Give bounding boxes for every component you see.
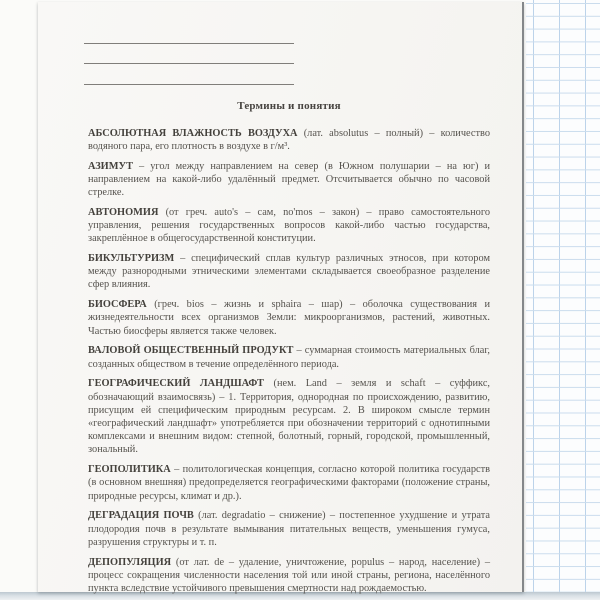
page-title: Термины и понятия xyxy=(237,99,341,112)
term-name: ГЕОГРАФИЧЕСКИЙ ЛАНДШАФТ xyxy=(88,378,264,390)
glossary-entry xyxy=(88,509,490,549)
glossary-entry xyxy=(88,556,490,596)
term-definition: – угол между направлением на север (в Южном полушарии – на юг) и направлением на какой-либо удалённый предмет. Отсчитывается обычно по часовой стрелке. xyxy=(88,160,490,198)
blank-line xyxy=(84,44,294,65)
glossary-entry xyxy=(88,377,490,456)
term-definition: (нем. Land – земля и schaft – суффикс, обозначающий взаимосвязь) – 1. Территория, однородная по происхождению, развитию, присущим ей специфическим природным ресурсам. 2. В широком смысле термин «географический ландшафт» употребляется при обозначении территорий с однотипными комплексами и внешним видом: степной, болотный, горный, городской, промышленный, зональный. xyxy=(88,378,490,456)
handwriting-blank-lines xyxy=(84,23,294,85)
term-name: БИКУЛЬТУРИЗМ xyxy=(88,252,175,264)
term-definition: (лат. degradatio – снижение) – постепенное ухудшение и утрата плодородия почв в результате вымывания питательных веществ, уменьшения гумуса, разрушения структуры и т. п. xyxy=(88,510,490,548)
term-definition: (лат. absolutus – полный) – количество водяного пара, его плотность в воздухе в г/м³. xyxy=(88,127,490,152)
glossary-entry xyxy=(88,463,490,503)
term-name: БИОСФЕРА xyxy=(88,299,147,311)
term-definition: (от лат. de – удаление, уничтожение, populus – народ, население) – процесс сокращения численности населения той или иной страны, региона, населённого пункта вследствие устойчивого превышения смертности над рождаемостью. xyxy=(88,556,490,594)
glossary-entry xyxy=(88,160,490,200)
glossary-entry xyxy=(88,252,490,292)
term-definition: – специфический сплав культур различных этносов, при котором между разнородными этническими элементами складывается своеобразное разделение сфер влияния. xyxy=(88,252,491,291)
term-name: ГЕОПОЛИТИКА xyxy=(88,464,171,476)
glossary-entry xyxy=(88,344,490,370)
glossary-entry xyxy=(88,206,490,246)
blank-line xyxy=(84,64,294,85)
squared-notebook-paper xyxy=(526,0,600,593)
glossary-page xyxy=(38,2,524,592)
term-name: АЗИМУТ xyxy=(88,160,133,172)
term-name: ДЕГРАДАЦИЯ ПОЧВ xyxy=(88,510,194,522)
glossary-entry xyxy=(88,298,490,338)
term-definition: (греч. bios – жизнь и sphaira – шар) – оболочка существования и жизнедеятельности всех организмов Земли: микроорганизмов, растений, животных. Частью биосферы является также человек. xyxy=(88,299,490,337)
term-definition: (от греч. auto's – сам, no'mos – закон) – право самостоятельного управления, решения государственных вопросов какой-либо частью государства, закреплённое в общегосударственной конституции. xyxy=(88,206,490,245)
term-name: ДЕПОПУЛЯЦИЯ xyxy=(88,556,172,568)
blank-line xyxy=(84,23,294,44)
term-name: ВАЛОВОЙ ОБЩЕСТВЕННЫЙ ПРОДУКТ xyxy=(88,345,294,357)
glossary-list xyxy=(88,127,490,596)
term-definition: – политологическая концепция, согласно которой политика государств (в основном внешняя) предопределяется географическими факторами (положение страны, природные ресурсы, климат и др.). xyxy=(88,464,490,502)
term-name: АБСОЛЮТНАЯ ВЛАЖНОСТЬ ВОЗДУХА xyxy=(88,127,298,139)
glossary-entry xyxy=(88,127,490,153)
term-definition: – суммарная стоимость материальных благ, созданных обществом в течение определённого периода. xyxy=(88,345,490,370)
term-name: АВТОНОМИЯ xyxy=(88,206,159,218)
